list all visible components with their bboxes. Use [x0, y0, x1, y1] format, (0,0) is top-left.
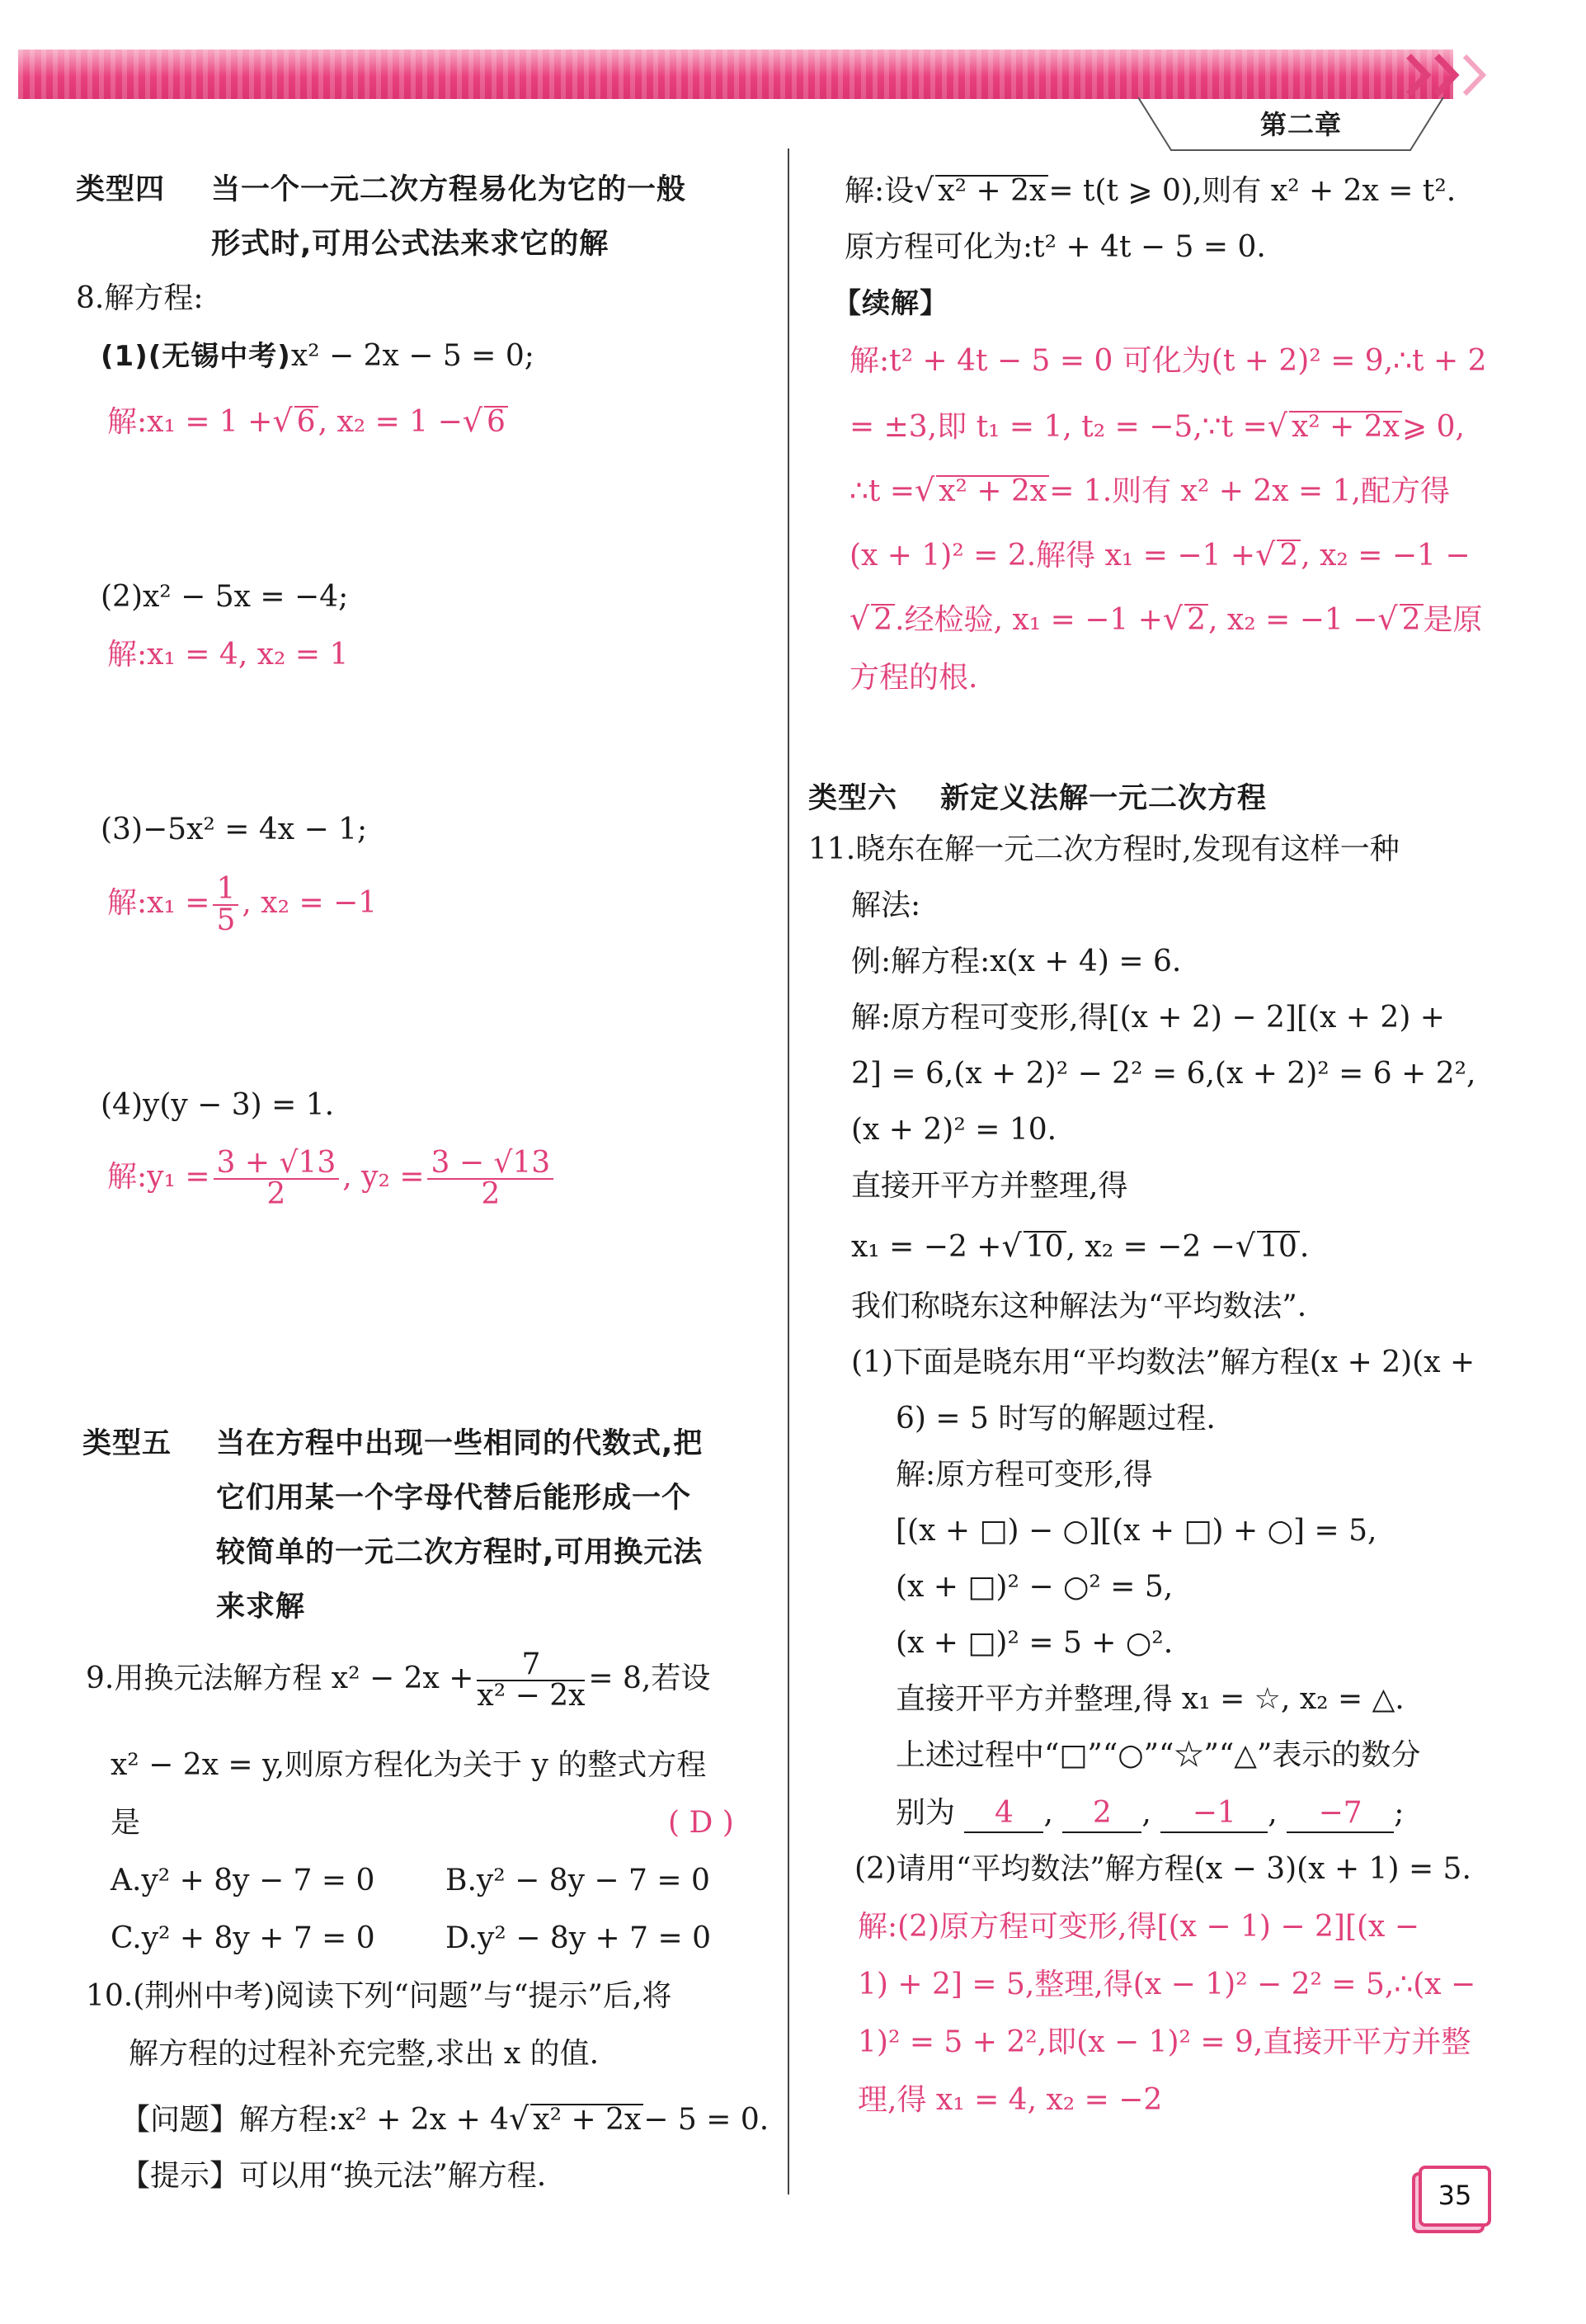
q11-part1-line7: 直接开平方并整理,得 x₁ = ☆, x₂ = △. — [896, 1682, 1405, 1716]
q11-part2-answer-line2: 1) + 2] = 5,整理,得(x − 1)² − 2² = 5,∴(x − — [858, 1968, 1476, 2001]
q11-part2-answer-line1: 解:(2)原方程可变形,得[(x − 1) − 2][(x − — [858, 1910, 1419, 1944]
q11-part1-line2: 6) = 5 时写的解题过程. — [896, 1402, 1216, 1435]
q11-step6: 我们称晓东这种解法为“平均数法”. — [851, 1289, 1307, 1323]
q11-step5: x₁ = −2 +√ 10, x₂ = −2 −√ 10. — [851, 1228, 1310, 1264]
q11-line2: 解法: — [851, 889, 921, 922]
cont-line6: 方程的根. — [849, 661, 978, 695]
q10-solution-line2: 原方程可化为:t² + 4t − 5 = 0. — [845, 230, 1266, 264]
header-banner-pattern — [18, 49, 1453, 99]
type5-heading-line2: 它们用某一个字母代替后能形成一个 — [216, 1482, 692, 1515]
q11-line1: 11.晓东在解一元二次方程时,发现有这样一种 — [808, 832, 1400, 866]
q11-part1-line3: 解:原方程可变形,得 — [896, 1458, 1153, 1492]
q8-2-answer: 解:x₁ = 4, x₂ = 1 — [107, 638, 349, 672]
q8-1-equation: (1)(无锡中考)x² − 2x − 5 = 0; — [101, 339, 534, 373]
cont-line5: √ 2.经检验, x₁ = −1 +√ 2, x₂ = −1 −√ 2是原 — [849, 601, 1483, 637]
q11-part1-line4: [(x + □) − ○][(x + □) + ○] = 5, — [896, 1514, 1377, 1548]
cont-line3: ∴t =√ x² + 2x= 1.则有 x² + 2x = 1,配方得 — [849, 472, 1450, 508]
page-number: 35 — [1419, 2166, 1491, 2227]
blank-star: −1 — [1160, 1795, 1268, 1833]
q11-part1-line1: (1)下面是晓东用“平均数法”解方程(x + 2)(x + — [851, 1346, 1475, 1379]
chapter-label: 第二章 — [1260, 109, 1343, 140]
q10-line1: 10.(荆州中考)阅读下列“问题”与“提示”后,将 — [86, 1979, 672, 2013]
q11-step4: 直接开平方并整理,得 — [851, 1169, 1128, 1203]
q8-1-answer: 解:x₁ = 1 +√ 6, x₂ = 1 −√ 6 — [107, 403, 508, 441]
q11-part2-answer-line4: 理,得 x₁ = 4, x₂ = −2 — [858, 2083, 1163, 2117]
cont-line1: 解:t² + 4t − 5 = 0 可化为(t + 2)² = 9,∴t + 2 — [849, 344, 1487, 378]
type5-heading-line1: 当在方程中出现一些相同的代数式,把 — [216, 1427, 704, 1460]
type6-label: 类型六 — [808, 782, 898, 815]
q11-part1-line5: (x + □)² − ○² = 5, — [896, 1570, 1174, 1604]
q11-step1: 解:原方程可变形,得[(x + 2) − 2][(x + 2) + — [851, 1001, 1445, 1035]
q8-2-equation: (2)x² − 5x = −4; — [101, 580, 349, 614]
blank-square: 4 — [964, 1795, 1043, 1833]
type5-label: 类型五 — [82, 1427, 172, 1460]
type4-heading-line1: 当一个一元二次方程易化为它的一般 — [211, 173, 687, 206]
q9-option-a: A.y² + 8y − 7 = 0 — [111, 1864, 375, 1897]
column-divider — [788, 148, 789, 2194]
q11-example: 例:解方程:x(x + 4) = 6. — [851, 945, 1182, 978]
q9-line1: 9.用换元法解方程 x² − 2x + $\frac{7}{\text{x² − 2x}}$ = 8,若设 — [86, 1648, 711, 1713]
q11-step3: (x + 2)² = 10. — [851, 1113, 1057, 1147]
q10-problem: 【问题】解方程:x² + 2x + 4√ x² + 2x− 5 = 0. — [120, 2100, 769, 2137]
q11-step2: 2] = 6,(x + 2)² − 2² = 6,(x + 2)² = 6 + 2², — [851, 1057, 1476, 1091]
cont-line4: (x + 1)² = 2.解得 x₁ = −1 +√ 2, x₂ = −1 − — [849, 536, 1471, 573]
q9-line2: x² − 2x = y,则原方程化为关于 y 的整式方程 — [111, 1748, 707, 1782]
type4-heading-line2: 形式时,可用公式法来求它的解 — [211, 228, 609, 261]
q11-part2-answer-line3: 1)² = 5 + 2²,即(x − 1)² = 9,直接开平方并整 — [858, 2025, 1471, 2059]
q9-option-d: D.y² − 8y + 7 = 0 — [445, 1921, 711, 1955]
cont-line2: = ±3,即 t₁ = 1, t₂ = −5,∵t =√ x² + 2x⩾ 0, — [849, 408, 1465, 444]
q8-3-answer: 解:x₁ = $\frac{1}{5}$ , x₂ = −1 — [107, 872, 378, 937]
q10-line2: 解方程的过程补充完整,求出 x 的值. — [129, 2037, 600, 2071]
q8-title: 8.解方程: — [76, 281, 204, 315]
type5-heading-line3: 较简单的一元二次方程时,可用换元法 — [216, 1536, 704, 1569]
q9-option-c: C.y² + 8y + 7 = 0 — [111, 1921, 375, 1955]
q9-line3: 是 — [111, 1806, 141, 1840]
continued-solution-label: 【续解】 — [833, 287, 948, 320]
q10-hint: 【提示】可以用“换元法”解方程. — [120, 2159, 547, 2193]
q11-part1-line9: 别为 4 , 2 , −1 , −7 ; — [896, 1795, 1404, 1833]
q8-1-source-tag: (1)(无锡中考) — [101, 340, 291, 373]
q11-part2: (2)请用“平均数法”解方程(x − 3)(x + 1) = 5. — [854, 1852, 1471, 1886]
blank-circle: 2 — [1062, 1795, 1141, 1833]
blank-triangle: −7 — [1287, 1795, 1394, 1833]
q11-part1-line8: 上述过程中“□”“○”“☆”“△”表示的数分 — [896, 1738, 1421, 1772]
chevrons-icon — [1402, 48, 1526, 102]
type4-label: 类型四 — [76, 173, 166, 206]
q8-3-equation: (3)−5x² = 4x − 1; — [101, 813, 368, 846]
q9-option-b: B.y² − 8y − 7 = 0 — [445, 1864, 710, 1897]
q8-4-equation: (4)y(y − 3) = 1. — [101, 1088, 335, 1122]
q8-4-answer: 解:y₁ = $\frac{3 + √13}{2}$ , y₂ = $\frac{3 - √13}{2}$ — [107, 1148, 557, 1209]
q9-answer-bracket: ( D ) — [668, 1806, 734, 1840]
q11-part1-line6: (x + □)² = 5 + ○². — [896, 1626, 1174, 1660]
q10-solution-line1: 解:设√ x² + 2x= t(t ⩾ 0),则有 x² + 2x = t². — [845, 172, 1457, 208]
type5-heading-line4: 来求解 — [216, 1591, 306, 1624]
type6-heading: 新定义法解一元二次方程 — [940, 782, 1268, 815]
